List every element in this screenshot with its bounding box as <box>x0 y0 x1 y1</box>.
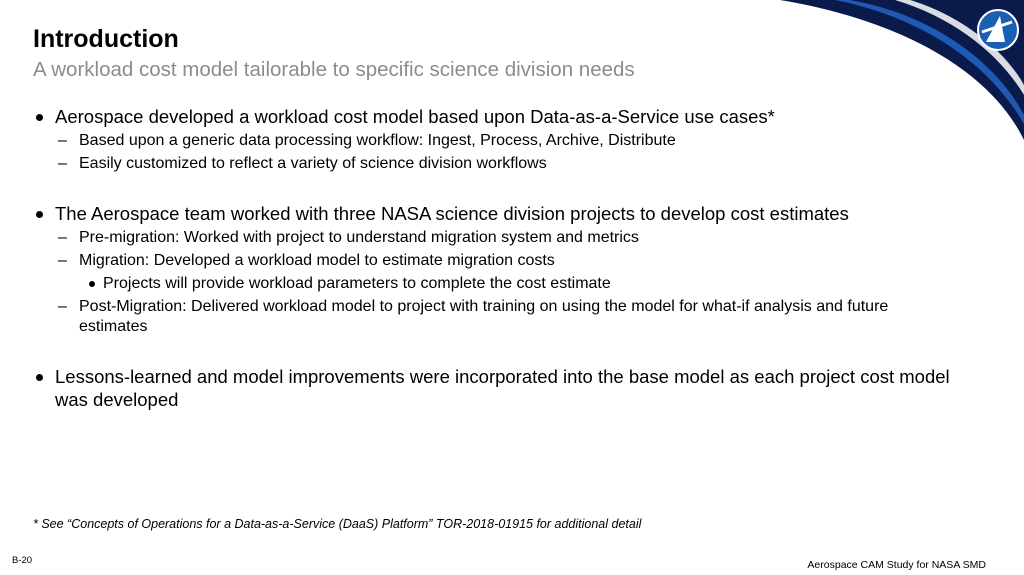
sub-bullet-item <box>33 228 953 248</box>
aerospace-logo-icon <box>978 10 1018 50</box>
sub-bullet-text: Post-Migration: Delivered workload model to project with training on using the model for what-if analysis and future estimates <box>79 298 889 335</box>
dash-icon: – <box>58 132 67 149</box>
sub-sub-bullet-item <box>33 274 953 294</box>
sub-bullet-item <box>33 131 953 151</box>
bullet-dot-icon <box>36 374 43 381</box>
page-number: B-20 <box>12 555 33 566</box>
bullet-dot-icon <box>36 211 43 218</box>
bullet-item <box>33 365 953 411</box>
dash-icon: – <box>58 155 67 172</box>
bullet-list <box>33 105 953 411</box>
slide-title: Introduction <box>33 25 179 53</box>
bullet-text: Lessons-learned and model improvements were incorporated into the base model as each project cost model was developed <box>55 366 950 410</box>
bullet-dot-icon <box>36 114 43 121</box>
sub-bullet-text: Easily customized to reflect a variety of science division workflows <box>79 155 547 172</box>
sub-bullet-text: Pre-migration: Worked with project to understand migration system and metrics <box>79 229 639 246</box>
bullet-item <box>33 105 953 128</box>
dash-icon: – <box>58 252 67 269</box>
sub-bullet-item <box>33 154 953 174</box>
sub-sub-bullet-text: Projects will provide workload parameters to complete the cost estimate <box>103 275 611 292</box>
slide-subtitle: A workload cost model tailorable to specific science division needs <box>33 58 635 81</box>
dash-icon: – <box>58 298 67 315</box>
bullet-dot-icon <box>89 281 95 287</box>
sub-bullet-text: Based upon a generic data processing workflow: Ingest, Process, Archive, Distribute <box>79 132 676 149</box>
footer-text: Aerospace CAM Study for NASA SMD <box>807 559 986 571</box>
sub-bullet-text: Migration: Developed a workload model to estimate migration costs <box>79 252 555 269</box>
dash-icon: – <box>58 229 67 246</box>
bullet-text: Aerospace developed a workload cost model based upon Data-as-a-Service use cases* <box>55 106 775 127</box>
sub-bullet-item <box>33 297 953 337</box>
bullet-item <box>33 202 953 225</box>
footnote: * See “Concepts of Operations for a Data-as-a-Service (DaaS) Platform” TOR-2018-01915 for additional detail <box>33 517 642 531</box>
sub-bullet-item <box>33 251 953 271</box>
bullet-text: The Aerospace team worked with three NASA science division projects to develop cost estimates <box>55 203 849 224</box>
